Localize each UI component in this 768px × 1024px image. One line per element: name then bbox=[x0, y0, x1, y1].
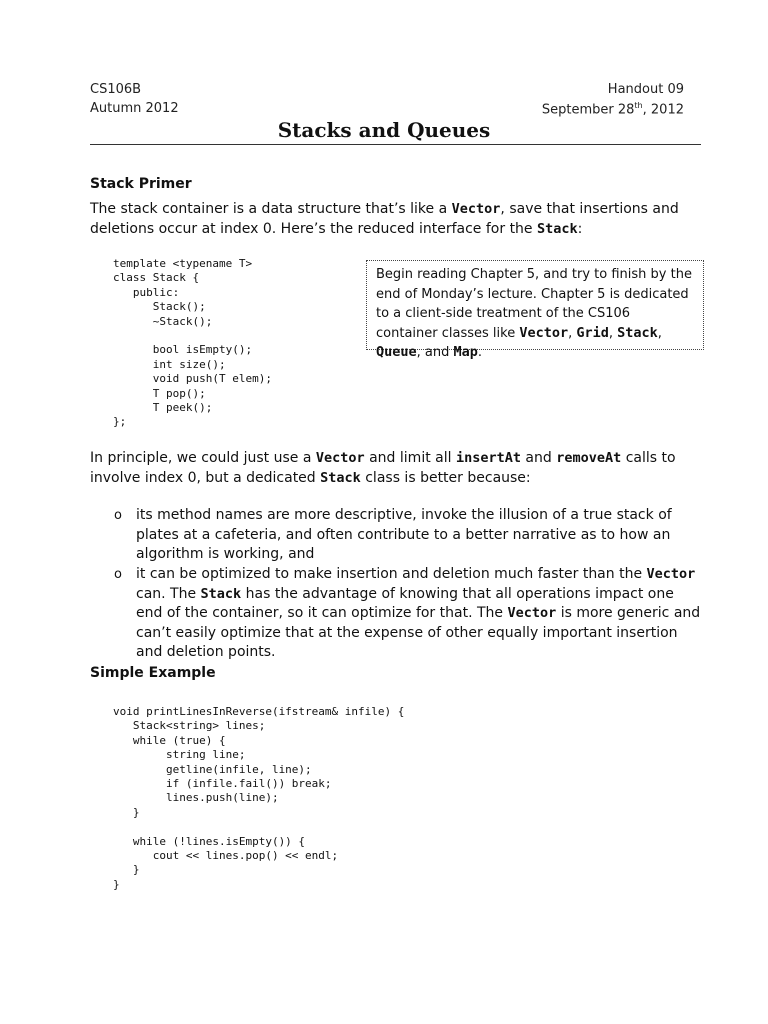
text: : bbox=[577, 221, 583, 237]
code-term: Grid bbox=[576, 324, 609, 341]
text: The stack container is a data structure that’s like a bbox=[90, 201, 452, 217]
title-rule bbox=[90, 144, 701, 145]
principle-paragraph bbox=[90, 448, 702, 488]
bullet-marker: o bbox=[114, 567, 122, 582]
code-term: insertAt bbox=[455, 450, 521, 466]
text: , and bbox=[416, 345, 454, 360]
code-term: Stack bbox=[320, 470, 361, 486]
handout-date bbox=[542, 101, 684, 117]
date-text: September 28 bbox=[541, 102, 635, 118]
text: it can be optimized to make insertion and deletion much faster than the bbox=[136, 566, 647, 582]
code-term: Queue bbox=[376, 344, 417, 360]
text: has the advantage of knowing that all operations impact one end of the container, so it can optimize for that. The bbox=[136, 585, 674, 621]
stack-interface-code: template <typename T> class Stack { public: Stack(); ~Stack(); bool isEmpty(); int size(); void push(T elem); T pop(); T peek(); }; bbox=[113, 257, 272, 429]
text: and limit all bbox=[364, 450, 456, 466]
text: , bbox=[568, 325, 577, 341]
code-term: Vector bbox=[315, 450, 365, 466]
handout-number: Handout 09 bbox=[607, 82, 684, 97]
text: and bbox=[520, 450, 557, 466]
code-term: Vector bbox=[519, 324, 569, 341]
page-title: Stacks and Queues bbox=[277, 118, 491, 142]
example-code: void printLinesInReverse(ifstream& infile) { Stack<string> lines; while (true) { string line; getline(infile, line); if (infile.fail()) break; lines.push(line); } while (!lines.isEmpty()) { cout << lines.pop() << endl; } } bbox=[113, 705, 405, 891]
code-term: Vector bbox=[451, 201, 501, 217]
text: class is better because: bbox=[360, 470, 531, 486]
bullet-item: its method names are more descriptive, invoke the illusion of a true stack of plates at a cafeteria, and often contribute to a better narrative as to how an algorithm is working, and bbox=[136, 507, 672, 562]
date-year: , 2012 bbox=[642, 102, 684, 118]
code-term: Stack bbox=[617, 324, 658, 341]
code-term: Map bbox=[453, 344, 478, 360]
text: is more generic and can’t easily optimize that at the expense of other equally important insertion and deletion points. bbox=[136, 605, 701, 660]
text: , bbox=[608, 325, 618, 341]
text: . bbox=[477, 345, 483, 360]
reading-callout-box bbox=[366, 260, 704, 360]
text: calls to involve index 0, but a dedicated bbox=[90, 450, 676, 486]
code-term: Vector bbox=[507, 605, 557, 621]
date-superscript: th bbox=[634, 101, 643, 110]
heading-stack-primer: Stack Primer bbox=[90, 176, 192, 192]
code-term: Vector bbox=[646, 566, 696, 582]
text: In principle, we could just use a bbox=[90, 450, 316, 466]
heading-simple-example: Simple Example bbox=[90, 665, 216, 681]
text: Begin reading Chapter 5, and try to finish by the end of Monday’s lecture. Chapter 5 is dedicated to a client-side treatment of the CS106 container classes like bbox=[376, 267, 692, 341]
bullet-marker: o bbox=[114, 508, 122, 523]
code-term: Stack bbox=[537, 221, 578, 237]
code-term: Stack bbox=[200, 585, 242, 602]
text: can. The bbox=[136, 585, 201, 602]
text: , save that insertions and deletions occur at index 0. Here’s the reduced interface for the bbox=[90, 201, 679, 237]
text: , bbox=[657, 325, 662, 341]
intro-paragraph bbox=[90, 199, 702, 239]
course-code: CS106B bbox=[90, 82, 142, 97]
term: Autumn 2012 bbox=[90, 101, 179, 116]
bullet-item bbox=[136, 565, 702, 663]
code-term: removeAt bbox=[556, 450, 622, 466]
